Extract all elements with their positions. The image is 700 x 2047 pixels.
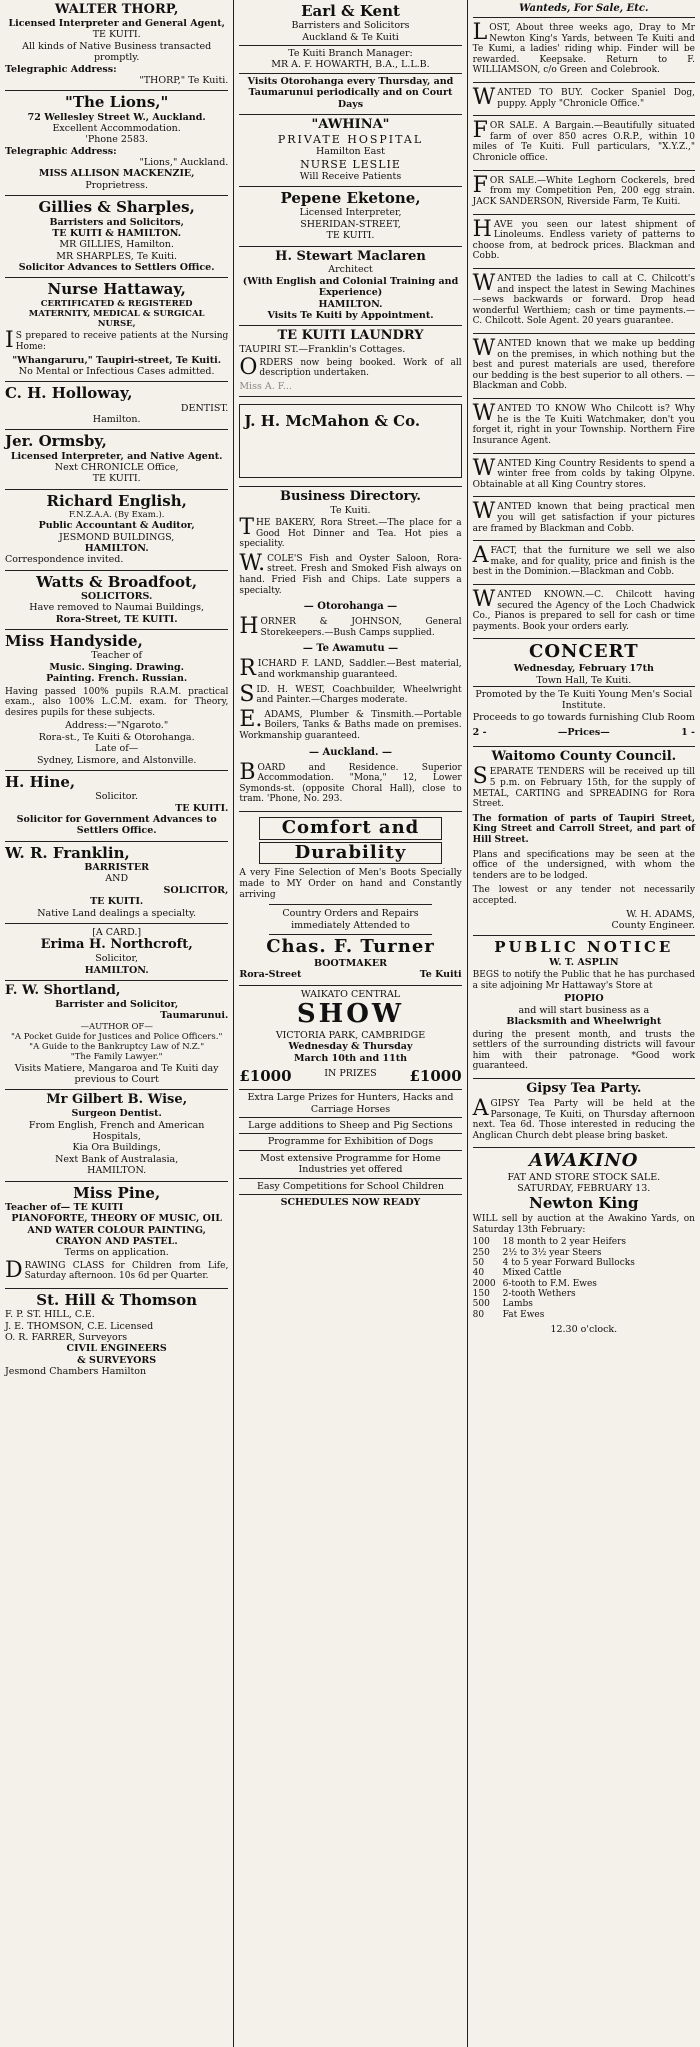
ad-seller: Newton King <box>529 1193 639 1212</box>
ad-line: Rora-Street, TE KUITI. <box>55 613 178 625</box>
ad-line: Miss A. F... <box>239 380 292 392</box>
ad-awhina-hospital <box>239 115 461 187</box>
ad-line: Native Land dealings a specialty. <box>37 907 197 919</box>
directory-entry: E.ADAMS, Plumber & Tinsmith.—Portable Boilers, Tanks & Baths made on premises. Workmanship guaranteed. <box>239 706 462 742</box>
ad-line: (With English and Colonial Training and Experience) <box>242 275 459 299</box>
ad-title: Mr Gilbert B. Wise, <box>46 1092 188 1108</box>
directory-title: Business Directory. <box>280 488 421 504</box>
ad-line: Have removed to Naumai Buildings, <box>29 602 205 614</box>
ad-line: IN PRIZES <box>324 1068 377 1079</box>
sale-item <box>473 1248 695 1258</box>
ad-line: Town Hall, Te Kuiti. <box>536 674 632 686</box>
ad-line: & SURVEYORS <box>77 1354 157 1366</box>
ad-line: Late of— <box>95 743 139 755</box>
ad-watts-broadfoot <box>5 571 228 630</box>
ad-line: No Mental or Infectious Cases admitted. <box>18 365 215 377</box>
ad-shortland <box>5 981 228 1090</box>
ad-furniture-fact <box>473 541 695 585</box>
ad-paragraph: FOR SALE. A Bargain.—Beautifully situated farm of over 850 acres O.R.P., within 10 miles of Te Kuiti. Full particulars, "X.Y.Z.," Chronicle office. <box>472 118 695 164</box>
ad-line: Hamilton. <box>92 413 141 425</box>
ad-public-notice <box>473 936 695 1078</box>
ad-pictures-framed <box>473 497 695 541</box>
ad-title: Earl & Kent <box>301 2 400 20</box>
ad-line: CIVIL ENGINEERS <box>66 1343 167 1355</box>
ad-line: Visits Otorohanga every Thursday, and Taumarunui periodically and on Court Days <box>247 75 454 110</box>
ad-walter-thorp <box>5 0 228 91</box>
ad-bedding <box>473 334 695 399</box>
sale-item <box>473 1299 695 1309</box>
ad-sthill-thomson <box>5 1289 228 1382</box>
ad-paragraph: WILL sell by auction at the Awakino Yards, on Saturday 13th February: <box>472 1214 695 1235</box>
ad-line: Visits Te Kuiti by Appointment. <box>267 310 434 321</box>
ad-line: "A Pocket Guide for Justices and Police Officers." <box>10 1032 223 1042</box>
ad-headline: Durability <box>259 842 441 865</box>
ad-line: 12.30 o'clock. <box>550 1324 618 1336</box>
ad-line: AND <box>105 873 129 885</box>
prize-amount: £1000 <box>409 1067 462 1085</box>
ad-line: —AUTHOR OF— <box>80 1021 153 1032</box>
ad-line: Architect <box>328 264 373 276</box>
ad-line: MR A. F. HOWARTH, B.A., L.L.B. <box>271 59 430 71</box>
ad-title: Jer. Ormsby, <box>5 432 107 451</box>
ad-paragraph: WANTED King Country Residents to spend a winter free from colds by taking Olpyne. Obtainable at all King Country stores. <box>472 455 695 490</box>
ad-line: W. T. ASPLIN <box>549 956 619 968</box>
ad-wanted-to-buy <box>473 83 695 116</box>
ad-line: TE KUITI & HAMILTON. <box>52 227 182 239</box>
ad-line: F. P. ST. HILL, C.E. <box>5 1309 95 1321</box>
directory-entry: RICHARD F. LAND, Saddler.—Best material, and workmanship guaranteed. <box>239 656 462 682</box>
ad-concert <box>473 639 695 747</box>
ad-line: Telegraphic Address: <box>5 63 117 75</box>
ad-line: Licensed Interpreter, and Native Agent. <box>10 450 223 462</box>
ad-paragraph: The lowest or any tender not necessarily accepted. <box>472 885 695 907</box>
ad-title: Erima H. Northcroft, <box>40 937 193 953</box>
ad-line: "A Guide to the Bankruptcy Law of N.Z." <box>29 1042 205 1053</box>
ad-paragraph: WANTED the ladies to call at C. Chilcott's and inspect the latest in Sewing Machines—sews backwards or forward. Drop head wonderful Werthiem; cash or time payments.—C. Chilcott. Sole Agent. 20 years guarantee. <box>472 270 695 327</box>
ad-paragraph: AGIPSY Tea Party will be held at the Parsonage, Te Kuiti, on Thursday afternoon next. Tea 6d. Those interested in reducing the Anglican Church debt please bring basket. <box>472 1095 695 1141</box>
ad-paragraph: The formation of parts of Taupiri Street, King Street and Carroll Street, and part of Hill Street. <box>472 813 695 846</box>
ad-line: SOLICITOR, <box>163 884 229 896</box>
ad-gipsy-tea-party <box>473 1079 695 1148</box>
ad-title: F. W. Shortland, <box>5 983 121 999</box>
item-quantity: 80 <box>472 1309 485 1320</box>
sale-item <box>473 1268 695 1278</box>
ad-line: "Whangaruru," Taupiri-street, Te Kuiti. <box>12 354 222 366</box>
ad-line: Auckland & Te Kuiti <box>302 31 399 43</box>
ad-line: Address:—"Ngaroto." <box>65 720 169 732</box>
ad-line: VICTORIA PARK, CAMBRIDGE <box>275 1029 426 1041</box>
ad-paragraph: WANTED known that being practical men you will get satisfaction if your pictures are framed by Blackman and Cobb. <box>472 499 695 534</box>
ad-paragraph: SEPARATE TENDERS will be received up till 5 p.m. on February 15th, for the supply of METAL, CARTING and SPREADING for Rora Street. <box>472 764 695 810</box>
ad-line: Taumarunui. <box>160 1010 229 1022</box>
item-quantity: 250 <box>472 1247 490 1258</box>
ad-title: Richard English, <box>46 491 187 510</box>
ad-linoleums <box>473 215 695 269</box>
ad-for-sale-leghorn <box>473 171 695 215</box>
ad-line: Music. Singing. Drawing. <box>49 661 184 673</box>
ad-line: "THORP," Te Kuiti. <box>139 74 229 86</box>
ad-title: CONCERT <box>529 641 639 663</box>
ad-line: FAT AND STORE STOCK SALE. <box>507 1172 661 1184</box>
ad-franklin <box>5 842 228 924</box>
ad-title: H. Stewart Maclaren <box>275 248 426 264</box>
ad-paragraph: BEGS to notify the Public that he has purchased a site adjoining Mr Hattaway's Store at <box>472 970 695 991</box>
ad-title: Gillies & Sharples, <box>38 198 195 217</box>
ad-title: C. H. Holloway, <box>5 384 133 403</box>
ad-paragraph: WANTED TO KNOW Who Chilcott is? Why he is the Te Kuiti Watchmaker, don't you forget it, right in your Township. Northern Fire Insurance Agent. <box>472 401 695 446</box>
ad-line: HAMILTON. <box>84 542 149 554</box>
ad-line: Sydney, Lismore, and Alstonville. <box>36 754 197 766</box>
ad-line: From English, French and American Hospitals, <box>28 1119 205 1143</box>
ad-line: Kia Ora Buildings, <box>72 1142 161 1154</box>
ad-gillies-sharples <box>5 196 228 278</box>
ad-line: Visits Matiere, Mangaroa and Te Kuiti day previous to Court <box>14 1062 219 1085</box>
directory-town: — Te Awamutu — <box>302 643 399 655</box>
ad-line: WAIKATO CENTRAL <box>300 988 401 1000</box>
sale-item <box>473 1258 695 1268</box>
item-description: 2½ to 3½ year Steers <box>502 1247 602 1258</box>
ad-pepene-eketone <box>239 187 461 246</box>
sale-item <box>473 1310 695 1320</box>
ad-title: SHOW <box>296 998 405 1029</box>
ad-line: and will start business as a <box>518 1004 650 1016</box>
ad-line: PRIVATE HOSPITAL <box>277 132 424 146</box>
ad-line: TE KUITI. <box>92 473 141 485</box>
ad-line: Rora-st., Te Kuiti & Otorohanga. <box>38 731 195 743</box>
ad-line: Excellent Accommodation. <box>52 122 181 134</box>
ad-line: NURSE, <box>97 319 136 330</box>
show-item: Easy Competitions for School Children <box>239 1178 461 1194</box>
column-1 <box>0 0 233 2047</box>
ad-title: "The Lions," <box>65 93 169 112</box>
show-item: Most extensive Programme for Home Industries yet offered <box>239 1150 461 1178</box>
ad-line: 72 Wellesley Street W., Auckland. <box>27 111 206 123</box>
ad-line: "Lions," Auckland. <box>139 157 229 169</box>
sale-item <box>473 1237 695 1247</box>
ad-title: PUBLIC NOTICE <box>494 938 674 957</box>
ad-headline: Comfort and <box>259 817 441 840</box>
ad-line: [A CARD.] <box>92 926 142 938</box>
ad-title: St. Hill & Thomson <box>36 1291 198 1310</box>
ad-holloway <box>5 382 228 430</box>
item-description: Mixed Cattle <box>502 1268 562 1279</box>
item-description: 2-tooth Wethers <box>502 1288 576 1299</box>
ad-gilbert-wise <box>5 1090 228 1181</box>
ad-line: Correspondence invited. <box>5 554 124 566</box>
ad-title: Miss Pine, <box>73 1183 161 1202</box>
ad-line: Proprietress. <box>85 179 148 191</box>
ad-line: Wednesday, February 17th <box>513 663 654 675</box>
item-description: Lambs <box>502 1299 533 1310</box>
ad-line: PIANOFORTE, THEORY OF MUSIC, OIL AND WATER COLOUR PAINTING, CRAYON AND PASTEL. <box>11 1213 222 1248</box>
ad-pianos <box>473 585 695 639</box>
ad-line: Terms on application. <box>64 1247 169 1259</box>
ad-line: All kinds of Native Business transacted promptly. <box>22 40 212 64</box>
ad-title: AWAKINO <box>529 1150 639 1172</box>
directory-town: — Auckland. — <box>308 746 393 758</box>
ad-earl-kent <box>239 0 461 115</box>
ad-line: Barrister and Solicitor, <box>55 999 179 1011</box>
ad-awakino-sale <box>473 1148 695 1339</box>
column-header: Wanteds, For Sale, Etc. <box>473 0 695 18</box>
ad-line: Te Kuiti <box>419 969 462 981</box>
item-quantity: 2000 <box>472 1278 496 1289</box>
ad-paragraph: Having passed 100% pupils R.A.M. practical exam., also 100% L.C.M. exam. for Theory, desires pupils for these subjects. <box>5 686 229 718</box>
business-directory <box>239 487 461 813</box>
directory-town: Te Kuiti. <box>330 504 371 516</box>
ad-line: TE KUITI. <box>90 896 144 908</box>
directory-entry: THE BAKERY, Rora Street.—The place for a Good Hot Dinner and Tea. Hot pies a speciality. <box>239 514 462 550</box>
prize-amount: £1000 <box>239 1067 292 1085</box>
ad-the-lions <box>5 91 228 196</box>
ad-line: Wednesday & Thursday <box>288 1041 413 1053</box>
ad-title: Gipsy Tea Party. <box>526 1080 642 1096</box>
ad-paragraph: WANTED KNOWN.—C. Chilcott having secured the Agency of the Loch Chadwick Co., Pianos is prepared to sell for cash or time payments. Book your orders early. <box>472 586 695 632</box>
ad-chas-turner <box>239 812 461 985</box>
column-3 <box>467 0 700 2047</box>
item-description: 18 month to 2 year Heifers <box>502 1237 627 1248</box>
ad-line: MATERNITY, MEDICAL & SURGICAL <box>28 308 205 319</box>
ad-line: MR SHARPLES, Te Kuiti. <box>56 250 178 262</box>
ad-title: TE KUITI LAUNDRY <box>277 328 424 344</box>
ad-title: WALTER THORP, <box>54 2 179 17</box>
ad-line: HAMILTON. <box>318 298 383 310</box>
sale-item <box>473 1279 695 1289</box>
ad-line: HAMILTON. <box>84 964 149 976</box>
ad-nurse-hattaway <box>5 278 228 382</box>
ad-line: Solicitor for Government Advances to Settlers Office. <box>16 814 217 837</box>
ad-line: J. E. THOMSON, C.E. Licensed <box>5 1320 154 1332</box>
ad-line: SOLICITORS. <box>80 590 153 602</box>
ad-waikato-show <box>239 986 461 1215</box>
ad-stewart-maclaren <box>239 247 461 327</box>
item-quantity: 40 <box>472 1268 485 1279</box>
ad-miss-pine <box>5 1182 228 1289</box>
ad-title: Chas. F. Turner <box>266 936 435 958</box>
ad-line: SATURDAY, FEBRUARY 13. <box>517 1183 651 1195</box>
ad-line: TE KUITI. <box>326 230 375 242</box>
ad-paragraph: AFACT, that the furniture we sell we also make, and for quality, price and finish is the best in the Dominion.—Blackman and Cobb. <box>472 543 695 578</box>
ad-title: Waitomo County Council. <box>491 749 677 765</box>
ad-line: HAMILTON. <box>87 1165 147 1177</box>
ad-line: Solicitor. <box>95 791 139 803</box>
price: 2 - <box>472 727 487 739</box>
column-2 <box>233 0 466 2047</box>
sale-item <box>473 1289 695 1299</box>
ad-line: TE KUITI. <box>175 802 229 814</box>
ad-line: MR GILLIES, Hamilton. <box>59 239 174 251</box>
ad-title: H. Hine, <box>5 772 76 791</box>
ad-line: Blacksmith and Wheelwright <box>506 1016 662 1028</box>
ad-paragraph: DRAWING CLASS for Children from Life, Saturday afternoon. 10s 6d per Quarter. <box>5 1257 229 1283</box>
ad-line: Teacher of— TE KUITI <box>5 1201 124 1213</box>
item-description: 6-tooth to F.M. Ewes <box>502 1278 597 1289</box>
ad-line: SHERIDAN-STREET, <box>300 218 401 230</box>
ad-line: Solicitor Advances to Settlers Office. <box>18 262 215 274</box>
ad-line: Promoted by the Te Kuiti Young Men's Social Institute. <box>473 686 695 712</box>
item-description: Fat Ewes <box>502 1309 545 1320</box>
ad-paragraph: IS prepared to receive patients at the Nursing Home: <box>5 328 229 354</box>
ad-line: PIOPIO <box>563 993 604 1005</box>
ad-olpyne <box>473 454 695 498</box>
ad-title: Pepene Eketone, <box>280 189 421 208</box>
ad-line: Licensed Interpreter and General Agent, <box>8 17 225 29</box>
ad-line: Public Accountant & Auditor, <box>38 520 195 532</box>
ad-line: Teacher of <box>91 650 143 662</box>
ad-line: Solicitor, <box>95 953 139 965</box>
ad-paragraph: ORDERS now being booked. Work of all description undertaken. <box>239 354 462 380</box>
show-item: Extra Large Prizes for Hunters, Hacks and Carriage Horses <box>239 1089 461 1117</box>
ad-line: Hamilton East <box>315 146 385 158</box>
ad-title: Watts & Broadfoot, <box>36 572 198 591</box>
ad-line: NURSE LESLIE <box>300 157 401 171</box>
ad-paragraph: A very Fine Selection of Men's Boots Specially made to MY Order on hand and Constantly arriving <box>239 868 462 900</box>
concert-prices <box>473 723 695 742</box>
ad-paragraph: WANTED known that we make up bedding on the premises, in which nothing but the best and purest materials are used, therefore our bedding is the best superior to all others. —Blackman and Cobb. <box>472 336 695 392</box>
directory-entry: HORNER & JOHNSON, General Storekeepers.—Bush Camps supplied. <box>239 614 462 640</box>
ad-mcmahon <box>239 397 461 486</box>
show-item: Programme for Exhibition of Dogs <box>239 1133 461 1149</box>
mcmahon-frame <box>239 404 461 477</box>
ad-line: W. H. ADAMS, <box>626 908 695 920</box>
ad-line: Telegraphic Address: <box>5 145 117 157</box>
item-quantity: 150 <box>472 1288 490 1299</box>
ad-title: Miss Handyside, <box>5 632 143 651</box>
ad-line: Next Bank of Australasia, <box>55 1153 179 1165</box>
show-item: SCHEDULES NOW READY <box>239 1194 461 1210</box>
ad-paragraph: HAVE you seen our latest shipment of Linoleums. Endless variety of patterns to choose from, at bedrock prices. Blackman and Cobb. <box>472 216 695 262</box>
ad-northcroft <box>5 924 228 981</box>
ad-line: Te Kuiti Branch Manager: <box>288 48 413 60</box>
ad-line: Proceeds to go towards furnishing Club Room <box>472 711 695 723</box>
ad-line: Jesmond Chambers Hamilton <box>5 1366 147 1378</box>
ad-line: O. R. FARRER, Surveyors <box>5 1332 128 1344</box>
ad-line: TAUPIRI ST.—Franklin's Cottages. <box>239 344 406 356</box>
ad-line: Country Orders and Repairs immediately Attended to <box>269 904 431 935</box>
ad-line: BARRISTER <box>84 862 150 874</box>
ad-line: Barristers and Solicitors, <box>49 216 184 228</box>
ad-title: J. H. McMahon & Co. <box>244 412 421 431</box>
ad-line: JESMOND BUILDINGS, <box>59 531 175 543</box>
ad-line: Surgeon Dentist. <box>71 1108 162 1120</box>
show-item: Large additions to Sheep and Pig Sections <box>239 1117 461 1133</box>
ad-sewing-machines <box>473 269 695 334</box>
ad-line: Painting. French. Russian. <box>46 673 188 685</box>
directory-town: — Otorohanga — <box>303 601 398 613</box>
ad-te-kuiti-laundry <box>239 326 461 397</box>
ad-line: CERTIFICATED & REGISTERED <box>40 298 193 309</box>
ad-line: Barristers and Solicitors <box>291 20 410 32</box>
ad-line: Rora-Street <box>239 969 302 981</box>
ad-lost <box>473 18 695 83</box>
item-quantity: 500 <box>472 1299 490 1310</box>
ad-paragraph: LOST, About three weeks ago, Dray to Mr Newton King's Yards, between Te Kuiti and Te Kumi, a ladies' riding whip. Finder will be rewarded. Keepsake. Return to F. WILLIAMSON, c/o Green and Colebrook. <box>472 20 695 76</box>
ad-paragraph: FOR SALE.—White Leghorn Cockerels, bred from my Competition Pen, 200 egg strain. JACK SANDERSON, Riverside Farm, Te Kuiti. <box>472 172 695 207</box>
directory-entry: SID. H. WEST, Coachbuilder, Wheelwright and Painter.—Charges moderate. <box>239 681 462 707</box>
ad-for-sale-farm <box>473 116 695 170</box>
ad-chilcott-watchmaker <box>473 399 695 453</box>
ad-line: "The Family Lawyer." <box>70 1052 163 1063</box>
ad-ormsby <box>5 430 228 489</box>
ad-hine <box>5 771 228 842</box>
item-quantity: 100 <box>472 1237 490 1248</box>
directory-entry: BOARD and Residence. Superior Accommodation. "Mona," 12, Lower Symonds-st. (opposite Choral Hall), close to tram. 'Phone, No. 293. <box>239 759 462 805</box>
price: 1 - <box>681 727 695 739</box>
ad-line: Next CHRONICLE Office, <box>54 461 179 473</box>
ad-line: March 10th and 11th <box>293 1052 407 1064</box>
prices-label: —Prices— <box>557 727 610 739</box>
ad-line: MISS ALLISON MACKENZIE, <box>38 168 195 180</box>
ad-paragraph: Plans and specifications may be seen at the office of the undersigned, with whom the tenders are to be lodged. <box>472 849 695 881</box>
ad-line: Licensed Interpreter, <box>299 207 402 219</box>
ad-line: BOOTMAKER <box>313 957 388 969</box>
ad-line: DENTIST. <box>180 402 229 414</box>
directory-entry: W.COLE'S Fish and Oyster Saloon, Rora-street. Fresh and Smoked Fish always on hand. Fried Fish and Chips. Late suppers a specialty. <box>239 550 462 596</box>
ad-line: TE KUITI. <box>92 29 141 41</box>
ad-line: County Engineer. <box>611 920 695 932</box>
ad-paragraph: WANTED TO BUY. Cocker Spaniel Dog, puppy. Apply "Chronicle Office." <box>472 85 695 111</box>
ad-title: W. R. Franklin, <box>5 843 130 862</box>
item-quantity: 50 <box>472 1257 485 1268</box>
ad-line: Will Receive Patients <box>299 170 402 182</box>
ad-title: "AWHINA" <box>311 116 390 132</box>
ad-waitomo-council <box>473 747 695 936</box>
ad-paragraph: during the present month, and trusts the settlers of the surrounding districts will favour him with their patronage. *Good work guaranteed. <box>472 1029 695 1072</box>
ad-line: F.N.Z.A.A. (By Exam.). <box>68 509 165 520</box>
turner-address <box>239 969 461 980</box>
item-description: 4 to 5 year Forward Bullocks <box>502 1257 635 1268</box>
ad-richard-english <box>5 490 228 571</box>
ad-miss-handyside <box>5 630 228 771</box>
show-prizes <box>239 1064 461 1089</box>
ad-title: Nurse Hattaway, <box>47 280 186 299</box>
ad-line: 'Phone 2583. <box>85 134 149 146</box>
